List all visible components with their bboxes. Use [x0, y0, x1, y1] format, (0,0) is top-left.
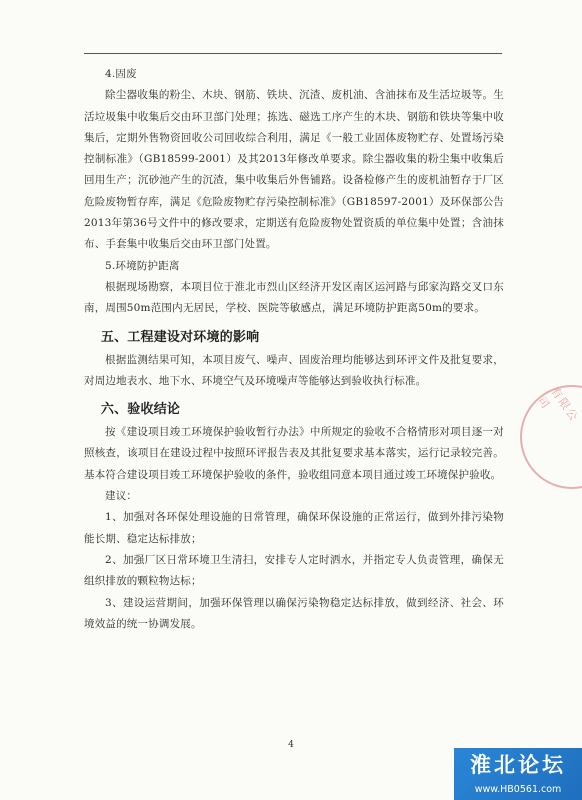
- environment-impact-paragraph: 根据监测结果可知，本项目废气、噪声、固废治理均能够达到环评文件及批复要求，对周边地表水、地下水、环境空气及环境噪声等能够达到验收执行标准。: [84, 353, 504, 387]
- suggestion-item-2: 2、加强厂区日常环境卫生清扫，安排专人定时洒水，并指定专人负责管理，确保无组织排放的颗粒物达标；: [84, 553, 504, 588]
- heading-environment-impact: 五、工程建设对环境的影响: [100, 329, 260, 345]
- page-number: 4: [288, 740, 294, 750]
- section-4-title: 4.固废: [105, 68, 137, 80]
- heading-acceptance-conclusion: 六、验收结论: [100, 402, 181, 418]
- company-seal-text: 有限公司: [535, 384, 582, 425]
- watermark-title: 淮北论坛: [470, 753, 566, 777]
- suggestion-item-1: 1、加强对各环保处理设施的日常管理，确保环保设施的正常运行，做到外排污染物能长期、稳定达标排放；: [84, 511, 504, 545]
- suggestion-item-3: 3、建设运营期间，加强环保管理以确保污染物稳定达标排放，做到经济、社会、环境效益的统一协调发展。: [84, 596, 504, 630]
- section-5-title: 5.环境防护距离: [105, 259, 180, 272]
- section-5-paragraph: 根据现场勘察，本项目位于淮北市烈山区经济开发区南区运河路与邱家沟路交叉口东南，周围50m范围内无居民，学校、医院等敏感点，满足环境防护距离50m的要求。: [84, 280, 504, 315]
- forum-watermark: [454, 748, 582, 800]
- suggestions-label: 建议：: [105, 490, 138, 503]
- acceptance-conclusion-paragraph: 按《建设项目竣工环境保护验收暂行办法》中所规定的验收不合格情形对项目逐一对照核查，该项目在建设过程中按照环评报告表及其批复要求基本落实，运行记录较完善。基本符合建设项目竣工环境保护验收的条件，验收组同意本项目通过竣工环境保护验收。: [84, 426, 504, 481]
- section-4-paragraph: 除尘器收集的粉尘、木块、钢筋、铁块、沉渣、废机油、含油抹布及生活垃圾等。生活垃圾集中收集后交由环卫部门处理；拣选、磁选工序产生的木块、钢筋和铁块等集中收集后，定期外售物资回收公司回收综合利用，满足《一般工业固体废物贮存、处置场污染控制标准》（GB18599-2001）及其2013年修改单要求。除尘器收集的粉尘集中收集后回用生产；沉砂池产生的沉渣，集中收集后外售铺路。设备检修产生的废机油暂存于厂区危险废物暂存库，满足《危险废物贮存污染控制标准》（GB18597-2001）及环保部公告2013年第36号文件中的修改要求，定期送有危险废物处置资质的单位集中处置；含油抹布、手套集中收集后交由环卫部门处置。: [84, 89, 504, 251]
- watermark-url: www.HB0561.com: [474, 784, 562, 795]
- header-rule: [84, 53, 502, 54]
- document-body: [84, 64, 504, 635]
